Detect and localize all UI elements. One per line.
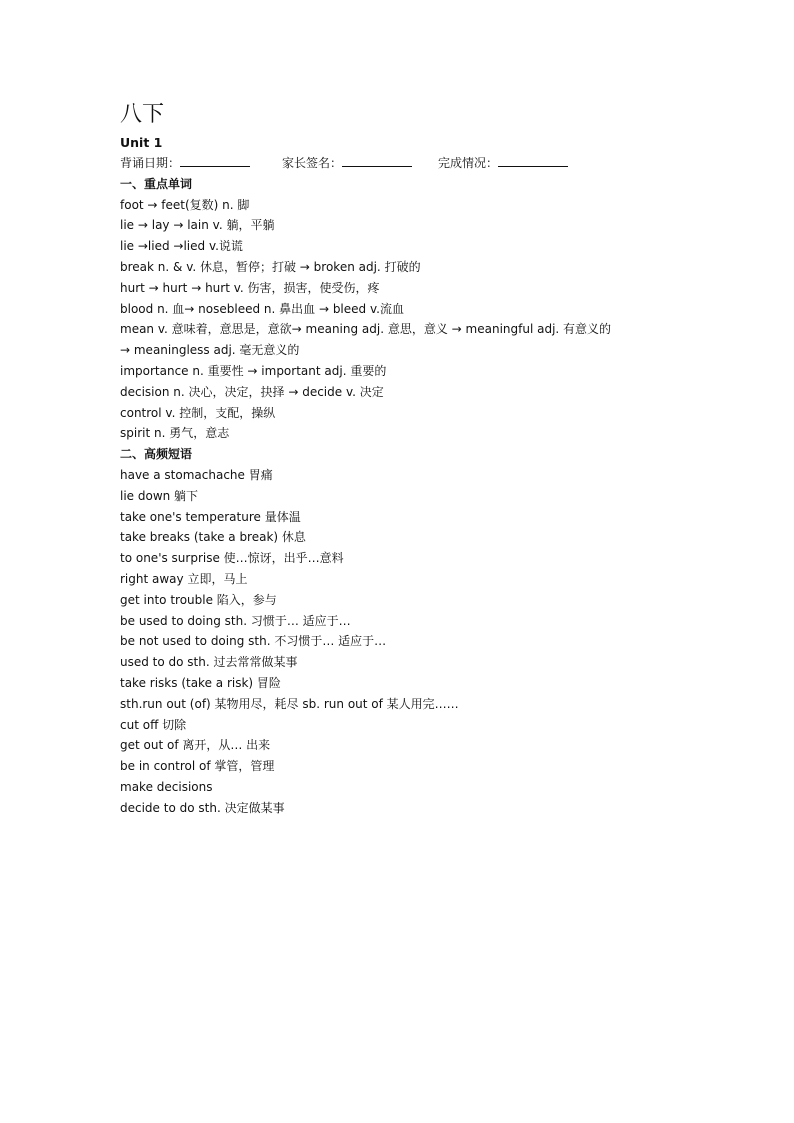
phrase-line: lie down 躺下 (120, 488, 199, 503)
sign-blank[interactable] (342, 154, 412, 167)
phrase-line: be not used to doing sth. 不习惯于… 适应于… (120, 634, 387, 649)
page-title: 八下 (120, 102, 165, 127)
phrase-line: decide to do sth. 决定做某事 (120, 800, 285, 815)
vocab-line: break n. & v. 休息，暂停；打破 → broken adj. 打破的 (120, 259, 421, 274)
phrase-line: be in control of 掌管，管理 (120, 759, 275, 774)
phrase-line: make decisions (120, 779, 213, 794)
vocab-line: spirit n. 勇气，意志 (120, 426, 230, 441)
vocab-line: → meaningless adj. 毫无意义的 (120, 343, 300, 358)
phrase-line: sth.run out (of) 某物用尽，耗尽 sb. run out of 某人用完…… (120, 696, 459, 711)
vocab-line: lie → lay → lain v. 躺，平躺 (120, 218, 275, 233)
phrase-line: have a stomachache 胃痛 (120, 467, 273, 482)
vocab-line: blood n. 血→ nosebleed n. 鼻出血 → bleed v.流血 (120, 301, 404, 316)
status-label: 完成情况： (438, 156, 499, 170)
vocab-line: foot → feet(复数) n. 脚 (120, 197, 250, 212)
phrase-line: take breaks (take a break) 休息 (120, 530, 306, 545)
phrase-line: get out of 离开，从… 出来 (120, 738, 271, 753)
record-line (120, 153, 680, 174)
unit-heading: Unit 1 (120, 135, 163, 150)
document-page (120, 100, 680, 819)
date-blank[interactable] (180, 154, 250, 167)
status-blank[interactable] (498, 154, 568, 167)
phrase-line: right away 立即，马上 (120, 571, 248, 586)
section-heading-words: 一、重点单词 (120, 176, 193, 191)
vocab-line: control v. 控制，支配，操纵 (120, 405, 276, 420)
phrase-line: be used to doing sth. 习惯于… 适应于… (120, 613, 351, 628)
phrase-line: take risks (take a risk) 冒险 (120, 675, 281, 690)
phrase-line: cut off 切除 (120, 717, 187, 732)
sign-label: 家长签名： (282, 156, 343, 170)
vocab-line: importance n. 重要性 → important adj. 重要的 (120, 363, 387, 378)
phrase-line: to one's surprise 使…惊讶，出乎…意料 (120, 551, 344, 566)
vocab-line: hurt → hurt → hurt v. 伤害，损害，使受伤，疼 (120, 280, 380, 295)
date-label: 背诵日期： (120, 156, 181, 170)
phrase-line: used to do sth. 过去常常做某事 (120, 655, 298, 670)
section-heading-phrases: 二、高频短语 (120, 447, 193, 462)
vocab-line: mean v. 意味着，意思是，意欲→ meaning adj. 意思，意义 → meaningful adj. 有意义的 (120, 322, 612, 337)
vocab-line: decision n. 决心，决定，抉择 → decide v. 决定 (120, 384, 384, 399)
vocab-line: lie →lied →lied v.说谎 (120, 239, 243, 254)
phrase-line: take one's temperature 量体温 (120, 509, 301, 524)
phrase-line: get into trouble 陷入，参与 (120, 592, 277, 607)
